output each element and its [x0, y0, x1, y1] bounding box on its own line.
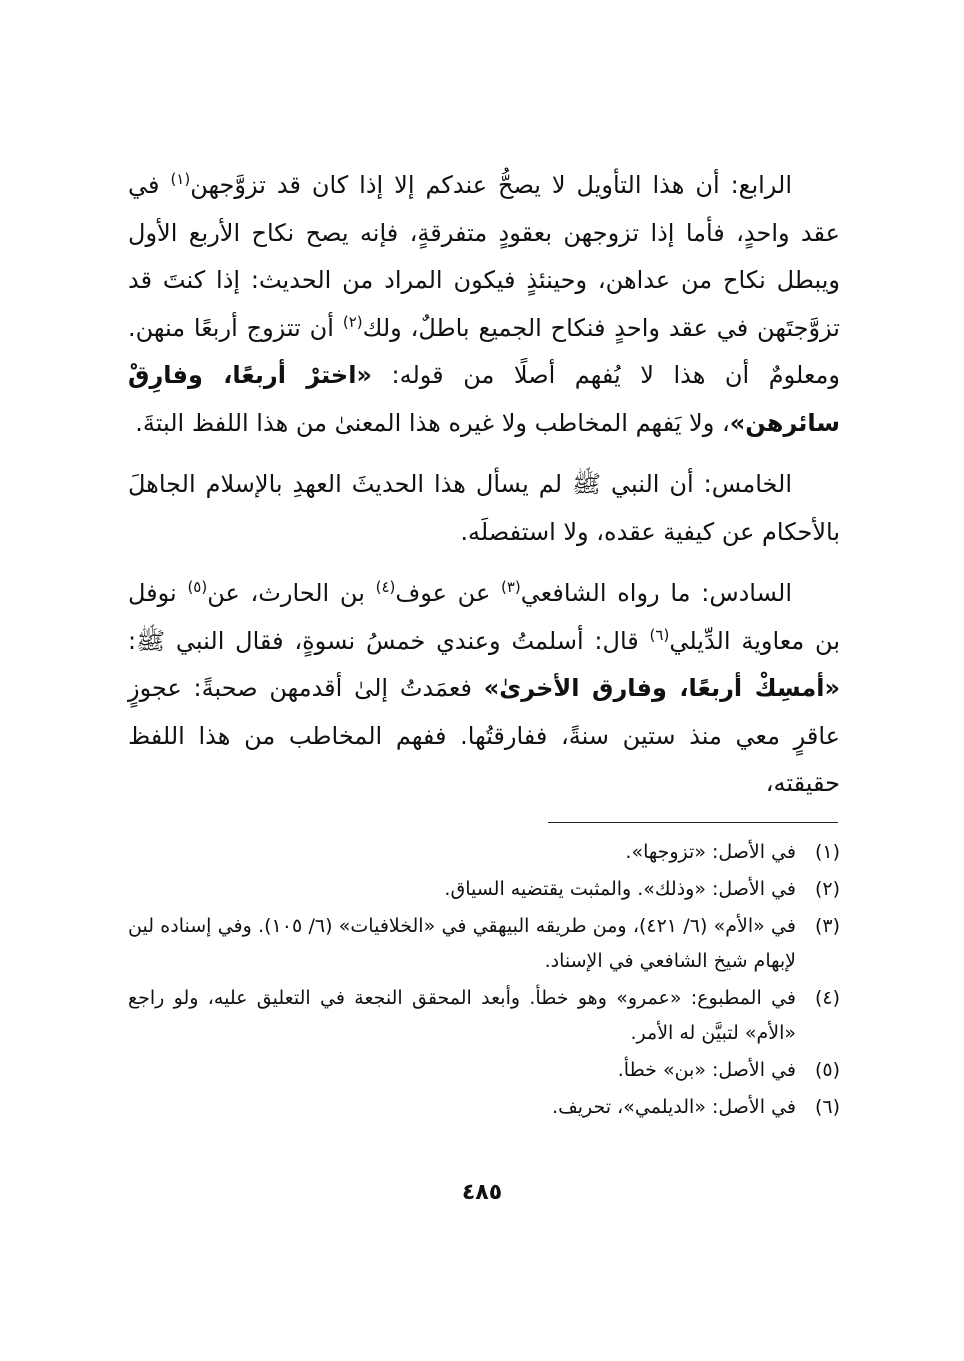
hadith-quote: «أمسِكْ أربعًا، وفارق الأخرىٰ» — [483, 674, 840, 702]
footnote-number: (٦) — [814, 1096, 840, 1118]
main-text-body — [128, 162, 840, 822]
footnote-item — [128, 872, 840, 907]
hadith-quote: «اخترْ أربعًا، وفارِقْ سائرهن» — [128, 361, 840, 437]
footnote-ref-5[interactable]: (٥) — [187, 578, 208, 596]
footnotes-section — [128, 835, 840, 1127]
footnote-item — [128, 909, 840, 979]
footnote-item — [128, 1090, 840, 1125]
text-segment: الخامس: أن النبي ﷺ لم يسأل هذا الحديثَ العهدِ بالإسلام الجاهلَ بالأحكام عن كيفية عقده، ولا استفصلَه. — [128, 470, 840, 546]
footnote-ref-6[interactable]: (٦) — [649, 625, 670, 644]
footnote-text: في الأصل: «الديلمي»، تحريف. — [552, 1096, 796, 1118]
footnote-ref-1[interactable]: (١) — [170, 170, 191, 188]
text-segment: السادس: ما رواه الشافعي — [520, 579, 793, 607]
footnote-text: في الأصل: «تزوجها». — [625, 841, 796, 863]
text-segment: أن تتزوج أربعًا منهن. ومعلومٌ أن هذا لا يُفهم أصلًا من قوله: — [128, 313, 840, 389]
page-number: ٤٨٥ — [461, 1180, 503, 1205]
footnote-item — [128, 835, 840, 870]
text-segment: بن الحارث، عن — [207, 579, 376, 607]
paragraph-sixth — [128, 570, 840, 808]
footnote-item — [128, 981, 840, 1051]
footnote-ref-2[interactable]: (٢) — [342, 312, 363, 331]
footnote-ref-3[interactable]: (٣) — [500, 578, 521, 596]
footnote-number: (١) — [814, 841, 840, 863]
text-segment: عن عوف — [395, 579, 501, 607]
footnote-item — [128, 1053, 840, 1088]
footnote-divider — [548, 822, 838, 823]
footnote-number: (٥) — [814, 1059, 840, 1081]
text-segment: قال: أسلمتُ وعندي خمسُ نسوةٍ، فقال النبي ﷺ: — [128, 626, 650, 655]
paragraph-fourth — [128, 162, 840, 447]
text-segment: الرابع: أن هذا التأويل لا يصحُّ عندكم إلا إذا كان قد تزوَّجهن — [190, 171, 793, 199]
footnote-text: في الأصل: «وذلك». والمثبت يقتضيه السياق. — [444, 878, 796, 900]
footnote-number: (٣) — [814, 915, 840, 937]
paragraph-fifth — [128, 461, 840, 556]
text-segment: ، ولا يَفهم المخاطب ولا غيره هذا المعنىٰ من هذا اللفظ البتةَ. — [135, 408, 730, 437]
footnote-text: في المطبوع: «عمرو» وهو خطأ. وأبعد المحقق النجعة في التعليق عليه، ولو راجع «الأم» لتبيَّن له الأمر. — [128, 987, 796, 1044]
footnote-number: (٤) — [814, 987, 840, 1009]
text-segment: نوفل بن معاوية الدِّيلي — [128, 579, 840, 655]
footnote-ref-4[interactable]: (٤) — [375, 578, 396, 596]
text-segment: في عقد واحدٍ، فأما إذا تزوجهن بعقودٍ متفرقةٍ، فإنه يصح نكاح الأربع الأول ويبطل نكاح من عداهن، وحينئذٍ فيكون المراد من الحديث: إذا كنتَ قد تزوَّجتَهن في عقد واحدٍ فنكاح الجميع باطلٌ، ولك — [128, 171, 840, 342]
footnote-text: في الأصل: «بن» خطأ. — [617, 1059, 796, 1081]
text-segment: فعمَدتُ إلىٰ أقدمهن صحبةً: عجوزٍ عاقرٍ معي منذ ستين سنةً، ففارقتُها. ففهم المخاطب من هذا اللفظ حقيقته، — [128, 674, 840, 797]
footnote-number: (٢) — [814, 878, 840, 900]
footnote-text: في «الأم» (٦/ ٤٢١)، ومن طريقه البيهقي في «الخلافيات» (٦/ ١٠٥). وفي إسناده لين لإبهام شيخ الشافعي في الإسناد. — [128, 915, 796, 972]
